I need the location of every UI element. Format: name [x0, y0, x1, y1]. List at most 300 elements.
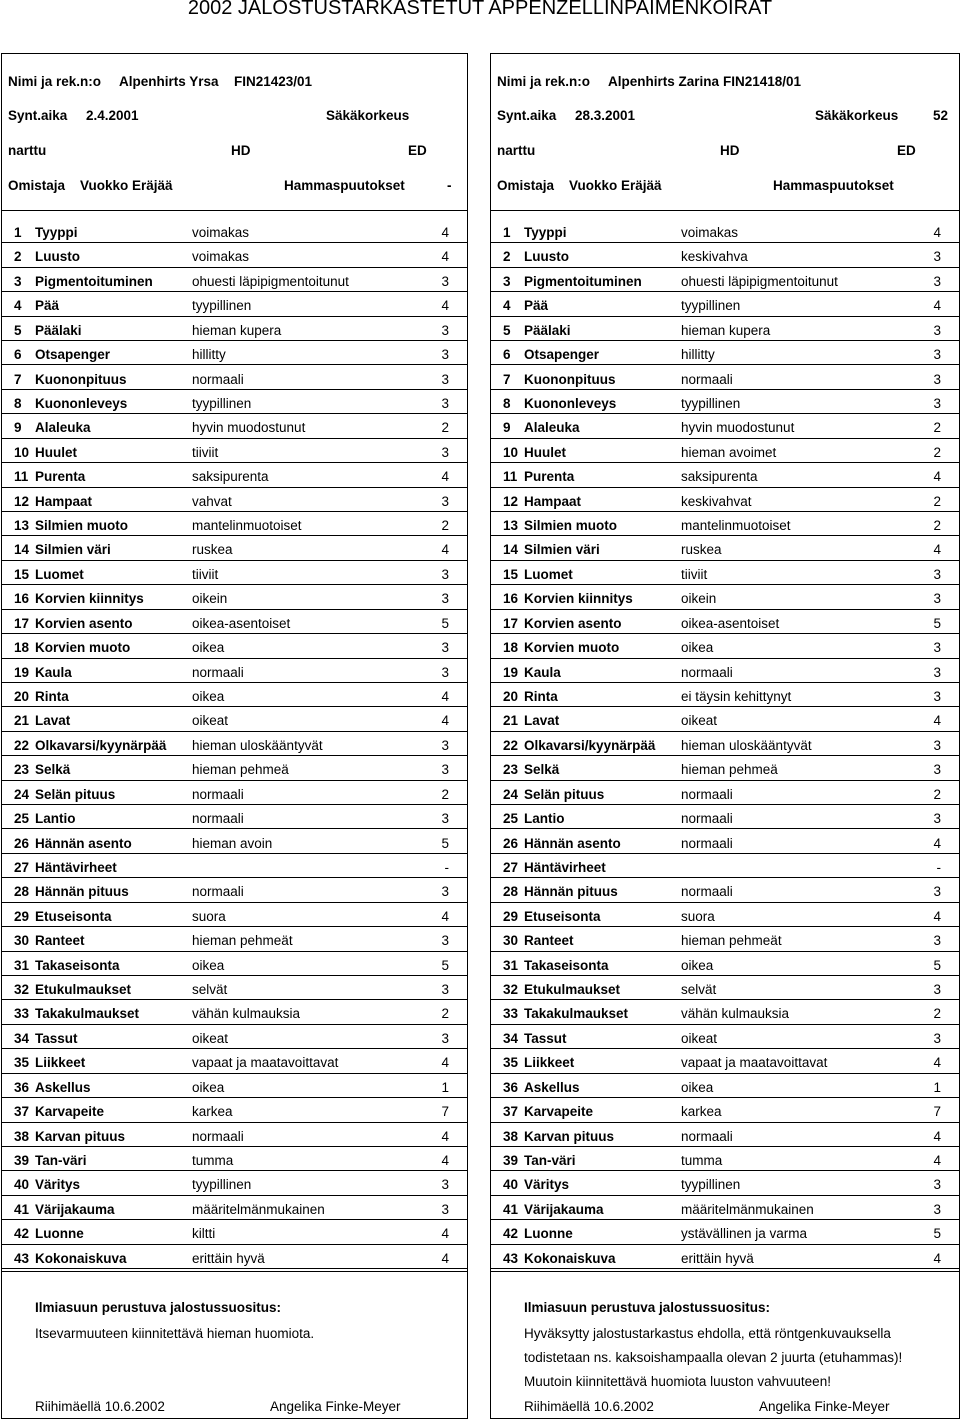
trait-name: Etukulmaukset	[35, 982, 132, 998]
table-row	[491, 439, 959, 463]
trait-value: saksipurenta	[192, 469, 269, 485]
sex: narttu	[497, 143, 536, 158]
trait-score: 1	[441, 1079, 449, 1095]
table-row	[491, 317, 959, 341]
row-number: 7	[503, 371, 511, 387]
birth-date: 28.3.2001	[575, 108, 636, 123]
table-row	[2, 854, 467, 878]
trait-value: vapaat ja maatavoittavat	[192, 1055, 339, 1071]
trait-score: 3	[441, 1177, 449, 1193]
trait-score: 4	[933, 713, 941, 729]
place-date: Riihimäellä 10.6.2002	[35, 1399, 165, 1414]
trait-score: 4	[441, 249, 449, 265]
trait-value: tumma	[192, 1152, 234, 1168]
trait-name: Korvien asento	[524, 615, 622, 631]
trait-value: hillitty	[192, 347, 226, 363]
recommendation-line: Hyväksytty jalostustarkastus ehdolla, että röntgenkuvauksella	[524, 1326, 891, 1341]
trait-name: Pigmentoituminen	[35, 273, 153, 289]
trait-value: vähän kulmauksia	[681, 1006, 790, 1022]
row-number: 41	[503, 1201, 519, 1217]
trait-value: hieman pehmeät	[681, 933, 782, 949]
trait-value: keskivahva	[681, 249, 748, 265]
trait-value: hyvin muodostunut	[681, 420, 795, 436]
trait-name: Otsapenger	[524, 347, 600, 363]
trait-name: Lantio	[524, 811, 565, 827]
trait-score: 4	[933, 1250, 941, 1266]
trait-value: määritelmänmukainen	[681, 1201, 814, 1217]
trait-score: 2	[933, 493, 941, 509]
trait-score: 4	[441, 908, 449, 924]
trait-name: Tassut	[524, 1030, 567, 1046]
trait-score: -	[936, 859, 941, 875]
trait-score: 2	[933, 1006, 941, 1022]
trait-score: 3	[441, 762, 449, 778]
row-number: 6	[14, 347, 22, 363]
table-row	[491, 781, 959, 805]
trait-value: normaali	[681, 835, 733, 851]
table-row	[491, 634, 959, 658]
trait-value: hieman pehmeä	[192, 762, 289, 778]
table-row	[2, 341, 467, 365]
table-row	[2, 610, 467, 634]
trait-name: Karvan pituus	[35, 1128, 126, 1144]
trait-score: 5	[441, 615, 449, 631]
trait-name: Karvan pituus	[524, 1128, 615, 1144]
table-row	[2, 317, 467, 341]
trait-score: 3	[933, 1201, 941, 1217]
table-row	[2, 243, 467, 267]
trait-score: 4	[441, 1250, 449, 1266]
row-number: 40	[503, 1177, 519, 1193]
row-number: 30	[14, 933, 30, 949]
row-number: 36	[14, 1079, 30, 1095]
trait-name: Tyyppi	[35, 225, 78, 240]
table-row	[491, 1220, 959, 1244]
trait-value: normaali	[192, 884, 244, 900]
trait-score: 5	[933, 957, 941, 973]
row-number: 27	[503, 859, 519, 875]
row-number: 22	[14, 737, 30, 753]
trait-score: 4	[933, 1152, 941, 1168]
trait-value: oikein	[681, 591, 717, 607]
table-row	[2, 439, 467, 463]
trait-score: 3	[441, 811, 449, 827]
place-date: Riihimäellä 10.6.2002	[524, 1399, 654, 1414]
row-number: 16	[14, 591, 30, 607]
table-row	[2, 903, 467, 927]
row-number: 14	[503, 542, 519, 558]
trait-name: Selän pituus	[35, 786, 116, 802]
trait-value: määritelmänmukainen	[192, 1201, 325, 1217]
row-number: 26	[503, 835, 519, 851]
table-row	[491, 512, 959, 536]
row-number: 25	[14, 811, 30, 827]
trait-value: hieman uloskääntyvät	[681, 737, 812, 753]
table-row	[491, 414, 959, 438]
row-number: 3	[14, 273, 22, 289]
trait-score: 4	[933, 835, 941, 851]
trait-name: Kuononleveys	[35, 395, 128, 411]
trait-score: 3	[441, 347, 449, 363]
trait-value: hieman pehmeä	[681, 762, 778, 778]
row-number: 1	[14, 225, 22, 240]
table-row	[2, 292, 467, 316]
trait-name: Silmien väri	[35, 542, 111, 558]
trait-name: Huulet	[35, 444, 77, 460]
row-number: 35	[14, 1055, 30, 1071]
trait-name: Hännän asento	[35, 835, 132, 851]
trait-value: ohuesti läpipigmentoitunut	[681, 273, 838, 289]
trait-score: 7	[441, 1104, 449, 1120]
trait-name: Luomet	[35, 566, 84, 582]
trait-name: Etuseisonta	[35, 908, 112, 924]
trait-name: Pää	[35, 298, 60, 314]
trait-score: 3	[933, 273, 941, 289]
trait-score: 3	[441, 933, 449, 949]
row-number: 42	[503, 1226, 519, 1242]
teeth-value: -	[447, 178, 452, 193]
recommendation-line: Muutoin kiinnitettävä huomiota luuston vahvuuteen!	[524, 1374, 831, 1389]
trait-score: 3	[933, 1030, 941, 1046]
table-row	[491, 1000, 959, 1024]
table-row	[491, 1147, 959, 1171]
trait-name: Selkä	[524, 762, 560, 778]
table-row	[2, 366, 467, 390]
trait-value: hieman kupera	[681, 322, 771, 338]
trait-name: Alaleuka	[35, 420, 91, 436]
table-row	[491, 561, 959, 585]
trait-score: 3	[933, 664, 941, 680]
trait-value: selvät	[681, 982, 717, 998]
row-number: 2	[14, 249, 22, 265]
trait-value: ruskea	[681, 542, 722, 558]
trait-score: 4	[441, 713, 449, 729]
trait-score: 4	[933, 1055, 941, 1071]
trait-value: normaali	[192, 371, 244, 387]
trait-score: 3	[933, 640, 941, 656]
trait-value: mantelinmuotoiset	[681, 518, 791, 534]
row-number: 38	[14, 1128, 30, 1144]
trait-name: Värijakauma	[524, 1201, 604, 1217]
name-label: Nimi ja rek.n:o	[8, 74, 102, 89]
trait-value: tyypillinen	[681, 1177, 741, 1193]
trait-score: 3	[933, 591, 941, 607]
table-row	[491, 659, 959, 683]
trait-value: normaali	[681, 786, 733, 802]
row-number: 30	[503, 933, 519, 949]
row-number: 19	[503, 664, 519, 680]
trait-name: Korvien muoto	[35, 640, 131, 656]
trait-name: Luonne	[35, 1226, 84, 1242]
trait-value: karkea	[192, 1104, 233, 1120]
trait-value: tyypillinen	[192, 395, 252, 411]
trait-value: ruskea	[192, 542, 233, 558]
trait-name: Silmien väri	[524, 542, 600, 558]
trait-score: -	[444, 859, 449, 875]
trait-score: 4	[933, 469, 941, 485]
trait-name: Liikkeet	[35, 1055, 86, 1071]
trait-name: Takakulmaukset	[524, 1006, 629, 1022]
trait-name: Rinta	[35, 688, 69, 704]
row-number: 9	[14, 420, 22, 436]
table-row	[2, 1147, 467, 1171]
trait-name: Takaseisonta	[35, 957, 120, 973]
row-number: 33	[14, 1006, 30, 1022]
trait-score: 3	[441, 737, 449, 753]
table-row	[2, 414, 467, 438]
trait-score: 2	[933, 786, 941, 802]
name-label: Nimi ja rek.n:o	[497, 74, 591, 89]
trait-name: Hännän pituus	[35, 884, 129, 900]
trait-value: oikea	[192, 640, 225, 656]
trait-value: hieman avoimet	[681, 444, 777, 460]
trait-score: 2	[933, 420, 941, 436]
trait-value: normaali	[192, 1128, 244, 1144]
trait-name: Purenta	[35, 469, 86, 485]
trait-value: tyypillinen	[192, 298, 252, 314]
trait-score: 4	[441, 225, 449, 240]
row-divider	[2, 1268, 467, 1269]
trait-name: Karvapeite	[524, 1104, 594, 1120]
trait-value: tiiviit	[192, 444, 219, 460]
table-row	[491, 341, 959, 365]
birth-date: 2.4.2001	[86, 108, 139, 123]
table-row	[491, 219, 959, 243]
row-number: 6	[503, 347, 511, 363]
trait-score: 3	[441, 493, 449, 509]
trait-value: oikea	[681, 1079, 714, 1095]
trait-value: voimakas	[192, 249, 250, 265]
table-row	[491, 1245, 959, 1269]
trait-value: voimakas	[681, 225, 739, 240]
row-number: 5	[503, 322, 511, 338]
trait-score: 4	[441, 542, 449, 558]
row-number: 37	[503, 1104, 519, 1120]
row-number: 9	[503, 420, 511, 436]
table-row	[491, 536, 959, 560]
teeth-label: Hammaspuutokset	[773, 178, 894, 193]
row-number: 12	[14, 493, 30, 509]
trait-value: oikeat	[192, 1030, 229, 1046]
table-row	[491, 976, 959, 1000]
row-number: 25	[503, 811, 519, 827]
trait-name: Rinta	[524, 688, 558, 704]
trait-score: 3	[441, 273, 449, 289]
trait-value: oikea-asentoiset	[192, 615, 291, 631]
trait-name: Etukulmaukset	[524, 982, 621, 998]
trait-score: 5	[441, 957, 449, 973]
trait-value: oikeat	[681, 713, 718, 729]
table-row	[491, 854, 959, 878]
trait-value: oikeat	[681, 1030, 718, 1046]
trait-score: 2	[933, 518, 941, 534]
row-number: 39	[503, 1152, 519, 1168]
table-row	[2, 1245, 467, 1269]
reg-number: FIN21423/01	[234, 74, 313, 89]
trait-value: suora	[192, 908, 226, 924]
trait-value: oikea	[192, 1079, 225, 1095]
row-number: 1	[503, 225, 511, 240]
trait-value: normaali	[192, 811, 244, 827]
table-row	[2, 878, 467, 902]
recommendation-line: Itsevarmuuteen kiinnitettävä hieman huomiota.	[35, 1326, 315, 1341]
trait-name: Pää	[524, 298, 549, 314]
trait-name: Takaseisonta	[524, 957, 609, 973]
trait-score: 3	[933, 249, 941, 265]
row-number: 11	[503, 469, 518, 485]
row-number: 34	[14, 1030, 30, 1046]
trait-name: Kuononpituus	[35, 371, 127, 387]
judge-name: Angelika Finke-Meyer	[759, 1399, 890, 1414]
evaluation-table	[490, 210, 960, 1272]
row-number: 17	[503, 615, 519, 631]
row-number: 21	[14, 713, 30, 729]
row-number: 21	[503, 713, 519, 729]
table-row	[2, 830, 467, 854]
row-number: 28	[503, 884, 519, 900]
row-number: 23	[14, 762, 30, 778]
trait-name: Karvapeite	[35, 1104, 105, 1120]
table-row	[2, 1025, 467, 1049]
trait-name: Liikkeet	[524, 1055, 575, 1071]
owner-name: Vuokko Eräjää	[569, 178, 662, 193]
trait-score: 3	[441, 566, 449, 582]
table-row	[2, 1049, 467, 1073]
trait-name: Väritys	[524, 1177, 570, 1193]
trait-score: 3	[441, 884, 449, 900]
trait-name: Häntävirheet	[524, 859, 606, 875]
trait-value: ei täysin kehittynyt	[681, 688, 792, 704]
trait-score: 3	[933, 737, 941, 753]
row-number: 28	[14, 884, 30, 900]
row-number: 19	[14, 664, 30, 680]
trait-name: Hännän asento	[524, 835, 621, 851]
trait-value: karkea	[681, 1104, 722, 1120]
trait-value: selvät	[192, 982, 228, 998]
hd-label: HD	[720, 143, 740, 158]
table-row	[491, 585, 959, 609]
table-row	[491, 390, 959, 414]
table-row	[2, 1171, 467, 1195]
table-row	[2, 683, 467, 707]
trait-name: Silmien muoto	[35, 518, 129, 534]
trait-value: vahvat	[192, 493, 232, 509]
trait-value: hieman avoin	[192, 835, 273, 851]
hd-label: HD	[231, 143, 251, 158]
trait-name: Askellus	[524, 1079, 580, 1095]
trait-name: Korvien asento	[35, 615, 133, 631]
row-number: 18	[14, 640, 30, 656]
trait-name: Kuononpituus	[524, 371, 616, 387]
recommendation-label: Ilmiasuun perustuva jalostussuositus:	[524, 1300, 771, 1315]
trait-value: saksipurenta	[681, 469, 758, 485]
birth-label: Synt.aika	[497, 108, 557, 123]
row-number: 16	[503, 591, 519, 607]
row-number: 20	[14, 688, 30, 704]
table-row	[491, 366, 959, 390]
trait-value: vähän kulmauksia	[192, 1006, 301, 1022]
table-row	[491, 243, 959, 267]
trait-name: Ranteet	[524, 933, 574, 949]
table-row	[2, 805, 467, 829]
trait-score: 4	[441, 469, 449, 485]
trait-name: Lavat	[35, 713, 71, 729]
row-number: 23	[503, 762, 519, 778]
trait-name: Värijakauma	[35, 1201, 115, 1217]
trait-value: normaali	[681, 884, 733, 900]
table-row	[491, 830, 959, 854]
row-number: 17	[14, 615, 30, 631]
trait-value: hyvin muodostunut	[192, 420, 306, 436]
trait-score: 3	[933, 347, 941, 363]
table-row	[2, 463, 467, 487]
recommendation-box	[490, 1272, 960, 1419]
dog-name: Alpenhirts Zarina	[608, 74, 720, 89]
trait-value: tiiviit	[192, 566, 219, 582]
row-number: 8	[14, 395, 22, 411]
table-row	[2, 512, 467, 536]
row-number: 39	[14, 1152, 30, 1168]
row-number: 24	[503, 786, 519, 802]
trait-value: suora	[681, 908, 715, 924]
table-row	[2, 1196, 467, 1220]
trait-score: 3	[933, 811, 941, 827]
trait-name: Kuononleveys	[524, 395, 617, 411]
owner-label: Omistaja	[8, 178, 66, 193]
trait-name: Ranteet	[35, 933, 85, 949]
trait-name: Hännän pituus	[524, 884, 618, 900]
table-row	[2, 707, 467, 731]
table-row	[491, 903, 959, 927]
trait-name: Kokonaiskuva	[524, 1250, 616, 1266]
recommendation-label: Ilmiasuun perustuva jalostussuositus:	[35, 1300, 282, 1315]
trait-value: voimakas	[192, 225, 250, 240]
trait-score: 3	[441, 640, 449, 656]
trait-score: 3	[441, 1201, 449, 1217]
trait-score: 3	[441, 444, 449, 460]
trait-name: Alaleuka	[524, 420, 580, 436]
trait-score: 5	[933, 1226, 941, 1242]
row-number: 15	[503, 566, 519, 582]
table-row	[2, 634, 467, 658]
row-number: 43	[14, 1250, 30, 1266]
table-row	[2, 561, 467, 585]
trait-value: oikea-asentoiset	[681, 615, 780, 631]
row-number: 37	[14, 1104, 30, 1120]
trait-name: Luomet	[524, 566, 573, 582]
table-row	[2, 390, 467, 414]
trait-name: Lavat	[524, 713, 560, 729]
recommendation-box	[1, 1272, 468, 1419]
trait-value: tumma	[681, 1152, 723, 1168]
trait-name: Takakulmaukset	[35, 1006, 140, 1022]
table-row	[2, 1123, 467, 1147]
trait-name: Pigmentoituminen	[524, 273, 642, 289]
row-number: 14	[14, 542, 30, 558]
height-label: Säkäkorkeus	[815, 108, 899, 123]
table-row	[2, 756, 467, 780]
trait-name: Häntävirheet	[35, 859, 117, 875]
trait-score: 2	[441, 1006, 449, 1022]
trait-value: hieman kupera	[192, 322, 282, 338]
trait-name: Hampaat	[524, 493, 582, 509]
trait-value: normaali	[681, 1128, 733, 1144]
trait-score: 4	[933, 1128, 941, 1144]
row-number: 32	[503, 982, 519, 998]
trait-value: hieman pehmeät	[192, 933, 293, 949]
trait-value: oikeat	[192, 713, 229, 729]
trait-score: 5	[441, 835, 449, 851]
